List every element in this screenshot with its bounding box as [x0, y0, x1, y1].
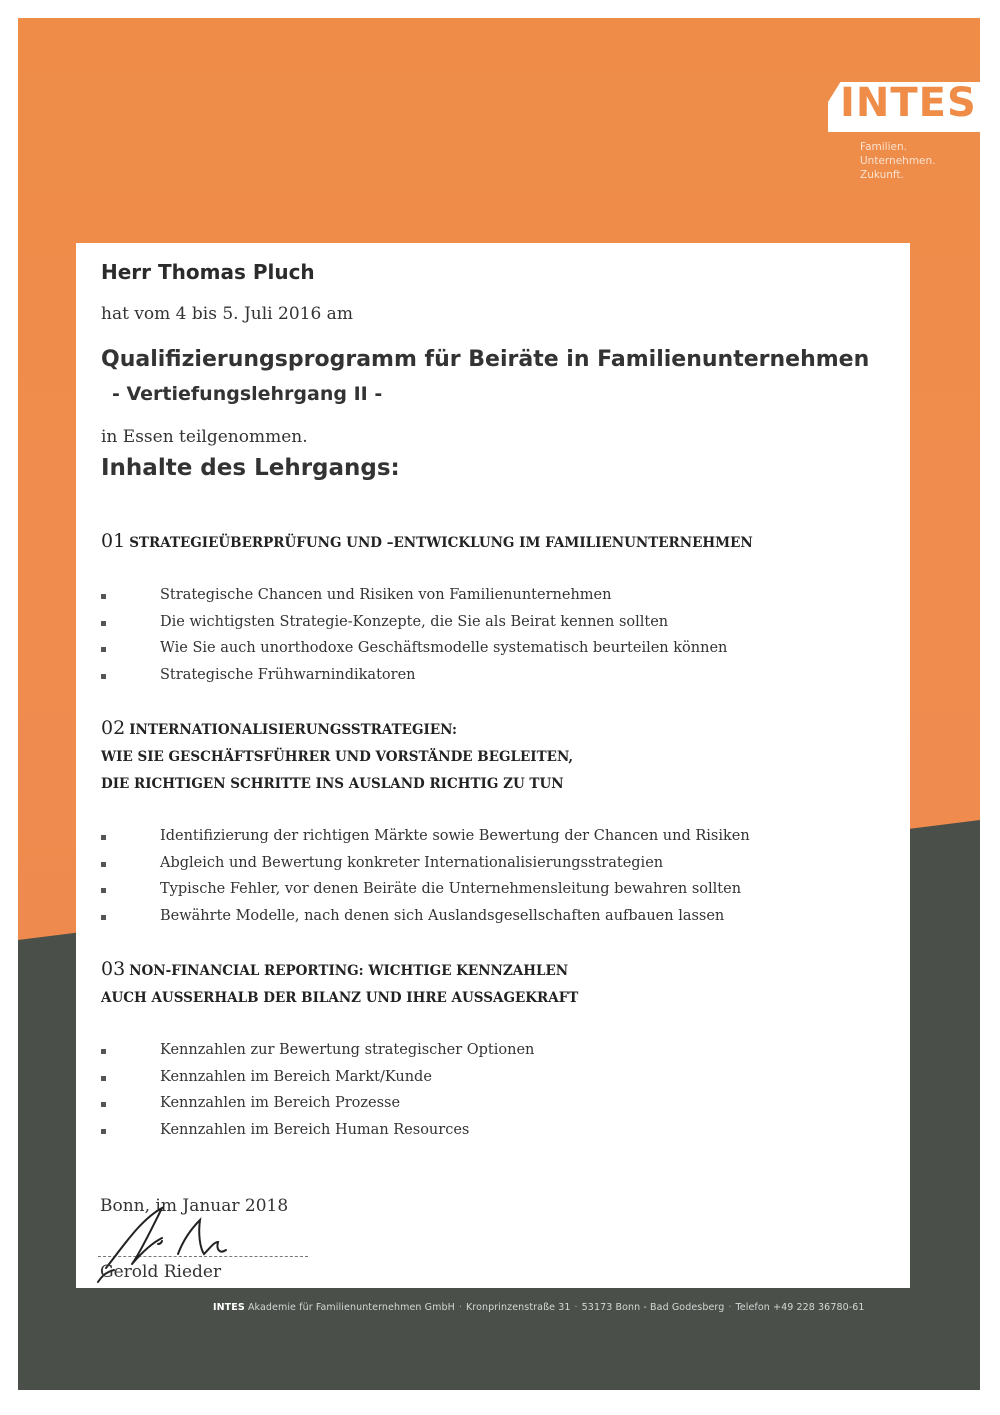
program-subtitle: - Vertiefungslehrgang II - [112, 383, 383, 405]
list-item-text: Strategische Frühwarnindikatoren [160, 667, 416, 684]
footer-separator: · [574, 1302, 578, 1313]
intes-logo [828, 78, 988, 198]
section-02-title [101, 715, 573, 798]
section-title-line: NON-FINANCIAL REPORTING: WICHTIGE KENNZAHLEN [129, 963, 569, 979]
attendance-intro: hat vom 4 bis 5. Juli 2016 am [101, 304, 353, 324]
footer-phone: Telefon +49 228 36780-61 [735, 1302, 865, 1313]
bullet-icon [101, 674, 106, 679]
program-title: Qualifizierungsprogramm für Beiräte in Familienunternehmen [101, 347, 870, 372]
contents-heading: Inhalte des Lehrgangs: [101, 455, 400, 481]
bullet-icon [101, 1076, 106, 1081]
bullet-icon [101, 1129, 106, 1134]
logo-tagline-line: Familien. [860, 141, 907, 153]
place-and-date: Bonn, im Januar 2018 [100, 1196, 289, 1216]
bullet-icon [101, 835, 106, 840]
footer-address [213, 1302, 865, 1313]
section-title-line: STRATEGIEÜBERPRÜFUNG UND –ENTWICKLUNG IM FAMILIENUNTERNEHMEN [129, 535, 753, 551]
bullet-icon [101, 1102, 106, 1107]
recipient-name: Herr Thomas Pluch [101, 260, 315, 284]
bullet-icon [101, 1049, 106, 1054]
list-item-text: Kennzahlen zur Bewertung strategischer Optionen [160, 1042, 535, 1058]
list-item-text: Kennzahlen im Bereich Human Resources [160, 1122, 470, 1139]
section-title-line: WIE SIE GESCHÄFTSFÜHRER UND VORSTÄNDE BEGLEITEN, [101, 749, 574, 765]
section-title-line: AUCH AUSSERHALB DER BILANZ UND IHRE AUSSAGEKRAFT [101, 990, 579, 1006]
footer-separator: · [458, 1302, 462, 1313]
logo-wordmark: INTES [840, 80, 977, 126]
section-title-line: INTERNATIONALISIERUNGSSTRATEGIEN: [129, 722, 457, 738]
logo-tagline-line: Zukunft. [860, 169, 904, 181]
footer-city: 53173 Bonn - Bad Godesberg [581, 1302, 725, 1313]
section-number: 02 [101, 717, 126, 739]
footer-separator: · [728, 1302, 732, 1313]
section-03-title [101, 956, 578, 1012]
bullet-icon [101, 647, 106, 652]
bullet-icon [101, 594, 106, 599]
bullet-icon [101, 915, 106, 920]
section-01-title [101, 528, 753, 557]
list-item-text: Kennzahlen im Bereich Prozesse [160, 1095, 401, 1112]
list-item-text: Bewährte Modelle, nach denen sich Auslandsgesellschaften aufbauen lassen [160, 908, 725, 925]
logo-tagline [860, 140, 936, 182]
bullet-icon [101, 862, 106, 867]
list-item-text: Strategische Chancen und Risiken von Familienunternehmen [160, 587, 612, 603]
logo-tagline-line: Unternehmen. [860, 155, 936, 167]
list-item-text: Kennzahlen im Bereich Markt/Kunde [160, 1068, 432, 1085]
list-item-text: Die wichtigsten Strategie-Konzepte, die Sie als Beirat kennen sollten [160, 613, 669, 630]
footer-company-bold: INTES [213, 1302, 245, 1313]
list-item-text: Identifizierung der richtigen Märkte sowie Bewertung der Chancen und Risiken [160, 828, 750, 844]
bullet-icon [101, 888, 106, 893]
signer-name: Gerold Rieder [100, 1262, 222, 1282]
section-number: 01 [101, 530, 126, 552]
location-line: in Essen teilgenommen. [101, 427, 308, 447]
list-item-text: Abgleich und Bewertung konkreter Internationalisierungsstrategien [160, 854, 664, 871]
footer-street: Kronprinzenstraße 31 [465, 1302, 571, 1313]
list-item-text: Wie Sie auch unorthodoxe Geschäftsmodelle systematisch beurteilen können [160, 640, 728, 657]
footer-company: Akademie für Familienunternehmen GmbH [247, 1302, 455, 1313]
section-number: 03 [101, 958, 126, 980]
bullet-icon [101, 621, 106, 626]
list-item-text: Typische Fehler, vor denen Beiräte die Unternehmensleitung bewahren sollten [160, 881, 742, 898]
section-title-line: DIE RICHTIGEN SCHRITTE INS AUSLAND RICHTIG ZU TUN [101, 776, 564, 792]
